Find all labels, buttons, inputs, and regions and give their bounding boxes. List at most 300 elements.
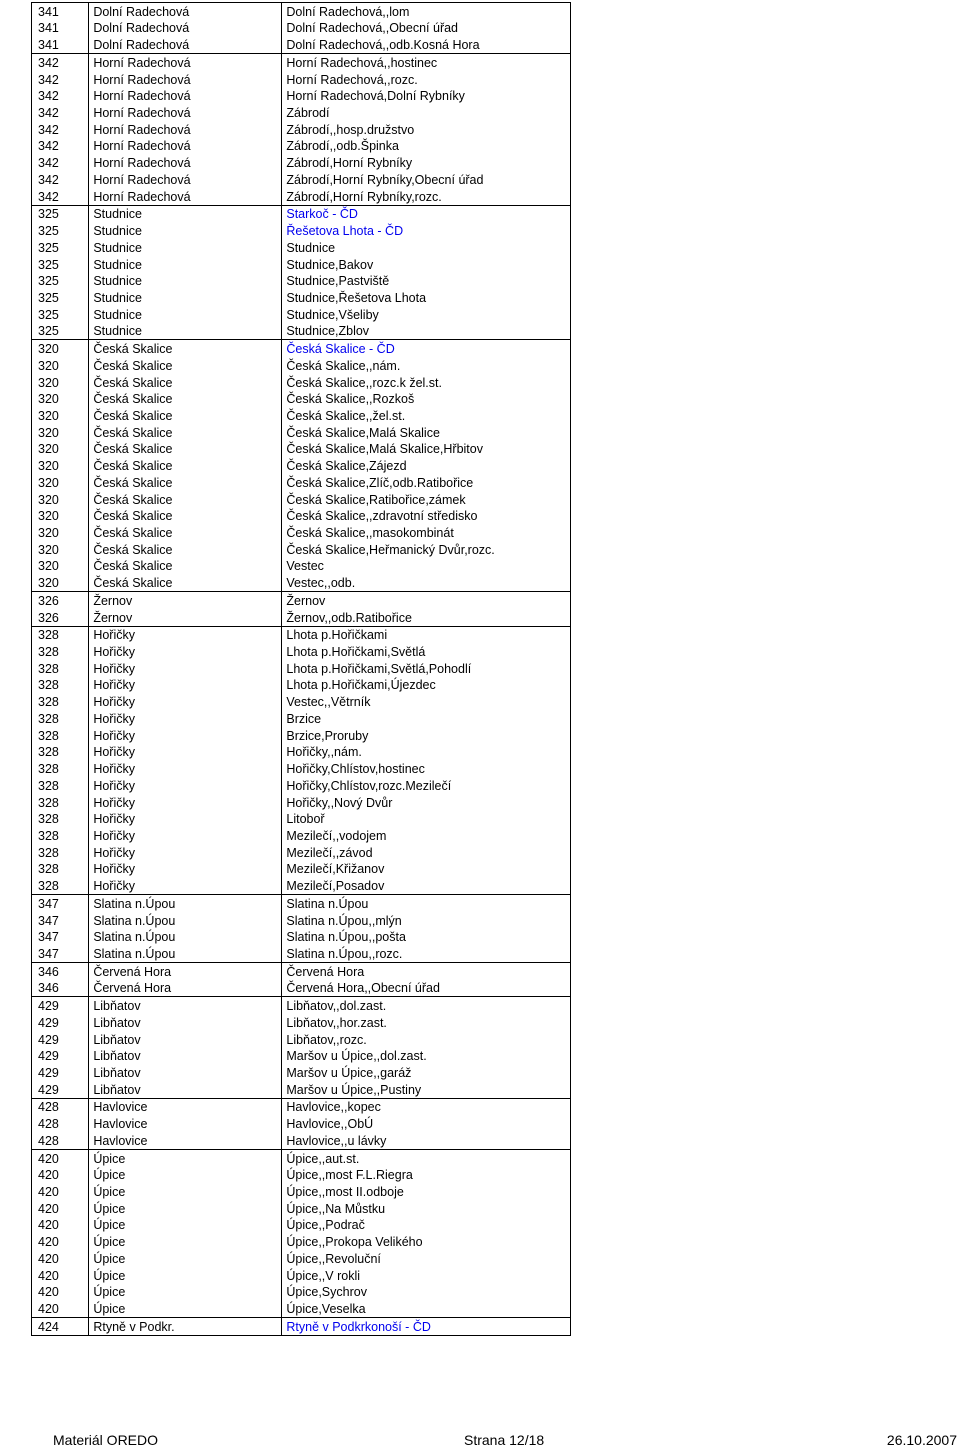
line-number-cell: 428 bbox=[32, 1115, 89, 1132]
table-row bbox=[32, 121, 571, 138]
stop-name-cell: Zábrodí,,hosp.družstvo bbox=[282, 121, 571, 138]
stop-name-cell: Hořičky,Chlístov,hostinec bbox=[282, 760, 571, 777]
table-row bbox=[32, 457, 571, 474]
municipality-cell: Česká Skalice bbox=[89, 391, 282, 408]
stop-name-cell: Zábrodí,Horní Rybníky bbox=[282, 154, 571, 171]
table-row bbox=[32, 188, 571, 205]
municipality-cell: Česká Skalice bbox=[89, 357, 282, 374]
stop-name-cell: Česká Skalice,,Rozkoš bbox=[282, 391, 571, 408]
line-number-cell: 347 bbox=[32, 929, 89, 946]
line-number-cell: 328 bbox=[32, 727, 89, 744]
stop-name-cell: Havlovice,,ObÚ bbox=[282, 1115, 571, 1132]
municipality-cell: Libňatov bbox=[89, 1064, 282, 1081]
table-row bbox=[32, 660, 571, 677]
table-row bbox=[32, 811, 571, 828]
stop-name-cell: Úpice,,V rokli bbox=[282, 1267, 571, 1284]
table-row bbox=[32, 827, 571, 844]
table-row bbox=[32, 541, 571, 558]
table-row bbox=[32, 3, 571, 20]
municipality-cell: Žernov bbox=[89, 592, 282, 609]
line-number-cell: 420 bbox=[32, 1284, 89, 1301]
line-number-cell: 420 bbox=[32, 1200, 89, 1217]
stop-name-cell: Libňatov,,hor.zast. bbox=[282, 1014, 571, 1031]
line-number-cell: 325 bbox=[32, 273, 89, 290]
table-row bbox=[32, 1031, 571, 1048]
municipality-cell: Hořičky bbox=[89, 677, 282, 694]
table-row bbox=[32, 1115, 571, 1132]
line-number-cell: 325 bbox=[32, 289, 89, 306]
stop-name-cell: Havlovice,,u lávky bbox=[282, 1132, 571, 1149]
stop-name-cell: Studnice,Zblov bbox=[282, 323, 571, 340]
line-number-cell: 347 bbox=[32, 895, 89, 912]
stop-name-cell: Rtyně v Podkrkonoší - ČD bbox=[282, 1318, 571, 1336]
line-number-cell: 328 bbox=[32, 827, 89, 844]
municipality-cell: Libňatov bbox=[89, 1014, 282, 1031]
line-number-cell: 346 bbox=[32, 962, 89, 979]
stop-name-cell: Mezilečí,Křižanov bbox=[282, 861, 571, 878]
stop-name-cell: Slatina n.Úpou,,mlýn bbox=[282, 912, 571, 929]
municipality-cell: Havlovice bbox=[89, 1132, 282, 1149]
stop-name-cell: Česká Skalice,,rozc.k žel.st. bbox=[282, 374, 571, 391]
municipality-cell: Studnice bbox=[89, 205, 282, 222]
table-row bbox=[32, 1300, 571, 1317]
municipality-cell: Horní Radechová bbox=[89, 121, 282, 138]
municipality-cell: Červená Hora bbox=[89, 980, 282, 997]
table-row bbox=[32, 861, 571, 878]
stop-name-cell: Slatina n.Úpou,,pošta bbox=[282, 929, 571, 946]
municipality-cell: Hořičky bbox=[89, 794, 282, 811]
stop-name-cell: Zábrodí,,odb.Špinka bbox=[282, 138, 571, 155]
line-number-cell: 328 bbox=[32, 777, 89, 794]
stops-table bbox=[31, 2, 571, 1336]
line-number-cell: 328 bbox=[32, 660, 89, 677]
municipality-cell: Dolní Radechová bbox=[89, 36, 282, 53]
municipality-cell: Hořičky bbox=[89, 760, 282, 777]
line-number-cell: 342 bbox=[32, 121, 89, 138]
municipality-cell: Úpice bbox=[89, 1183, 282, 1200]
stop-name-cell: Úpice,,Revoluční bbox=[282, 1250, 571, 1267]
line-number-cell: 326 bbox=[32, 609, 89, 626]
table-row bbox=[32, 256, 571, 273]
line-number-cell: 342 bbox=[32, 154, 89, 171]
table-row bbox=[32, 643, 571, 660]
municipality-cell: Česká Skalice bbox=[89, 441, 282, 458]
stop-name-cell: Úpice,,most II.odboje bbox=[282, 1183, 571, 1200]
footer-source: Materiál OREDO bbox=[53, 1432, 159, 1448]
table-row bbox=[32, 222, 571, 239]
table-row bbox=[32, 710, 571, 727]
municipality-cell: Česká Skalice bbox=[89, 508, 282, 525]
stop-name-cell: Úpice,Veselka bbox=[282, 1300, 571, 1317]
line-number-cell: 342 bbox=[32, 138, 89, 155]
table-row bbox=[32, 508, 571, 525]
line-number-cell: 341 bbox=[32, 3, 89, 20]
page-footer bbox=[0, 1432, 960, 1448]
stop-name-cell: Horní Radechová,,hostinec bbox=[282, 54, 571, 71]
stop-name-cell: Úpice,,most F.L.Riegra bbox=[282, 1167, 571, 1184]
stop-name-cell: Dolní Radechová,,odb.Kosná Hora bbox=[282, 36, 571, 53]
municipality-cell: Česká Skalice bbox=[89, 457, 282, 474]
table-row bbox=[32, 104, 571, 121]
municipality-cell: Česká Skalice bbox=[89, 541, 282, 558]
table-row bbox=[32, 323, 571, 340]
municipality-cell: Studnice bbox=[89, 239, 282, 256]
table-row bbox=[32, 154, 571, 171]
line-number-cell: 320 bbox=[32, 508, 89, 525]
municipality-cell: Slatina n.Úpou bbox=[89, 912, 282, 929]
table-row bbox=[32, 424, 571, 441]
line-number-cell: 320 bbox=[32, 441, 89, 458]
table-row bbox=[32, 1284, 571, 1301]
table-row bbox=[32, 205, 571, 222]
line-number-cell: 342 bbox=[32, 71, 89, 88]
municipality-cell: Hořičky bbox=[89, 861, 282, 878]
municipality-cell: Úpice bbox=[89, 1284, 282, 1301]
municipality-cell: Hořičky bbox=[89, 693, 282, 710]
stop-name-cell: Maršov u Úpice,,dol.zast. bbox=[282, 1048, 571, 1065]
stop-name-cell: Lhota p.Hořičkami,Světlá,Pohodlí bbox=[282, 660, 571, 677]
stop-name-cell: Česká Skalice,Malá Skalice,Hřbitov bbox=[282, 441, 571, 458]
table-row bbox=[32, 1250, 571, 1267]
stops-table-body bbox=[32, 3, 571, 1336]
line-number-cell: 328 bbox=[32, 710, 89, 727]
municipality-cell: Horní Radechová bbox=[89, 188, 282, 205]
line-number-cell: 342 bbox=[32, 54, 89, 71]
line-number-cell: 328 bbox=[32, 677, 89, 694]
municipality-cell: Hořičky bbox=[89, 727, 282, 744]
line-number-cell: 320 bbox=[32, 357, 89, 374]
stop-name-cell: Studnice,Všeliby bbox=[282, 306, 571, 323]
table-row bbox=[32, 71, 571, 88]
stop-name-cell: Úpice,Sychrov bbox=[282, 1284, 571, 1301]
municipality-cell: Hořičky bbox=[89, 744, 282, 761]
line-number-cell: 429 bbox=[32, 1048, 89, 1065]
table-row bbox=[32, 491, 571, 508]
municipality-cell: Česká Skalice bbox=[89, 340, 282, 357]
stop-name-cell: Vestec,,Větrník bbox=[282, 693, 571, 710]
municipality-cell: Libňatov bbox=[89, 1048, 282, 1065]
line-number-cell: 328 bbox=[32, 861, 89, 878]
stop-name-cell: Zábrodí,Horní Rybníky,rozc. bbox=[282, 188, 571, 205]
stop-name-cell: Hořičky,,nám. bbox=[282, 744, 571, 761]
stop-name-cell: Řešetova Lhota - ČD bbox=[282, 222, 571, 239]
municipality-cell: Úpice bbox=[89, 1250, 282, 1267]
municipality-cell: Havlovice bbox=[89, 1115, 282, 1132]
municipality-cell: Úpice bbox=[89, 1300, 282, 1317]
municipality-cell: Dolní Radechová bbox=[89, 20, 282, 37]
stop-name-cell: Česká Skalice,,masokombinát bbox=[282, 524, 571, 541]
table-row bbox=[32, 1267, 571, 1284]
line-number-cell: 328 bbox=[32, 844, 89, 861]
municipality-cell: Hořičky bbox=[89, 710, 282, 727]
line-number-cell: 320 bbox=[32, 391, 89, 408]
line-number-cell: 420 bbox=[32, 1233, 89, 1250]
table-row bbox=[32, 289, 571, 306]
table-row bbox=[32, 374, 571, 391]
municipality-cell: Horní Radechová bbox=[89, 104, 282, 121]
municipality-cell: Hořičky bbox=[89, 877, 282, 894]
table-row bbox=[32, 1064, 571, 1081]
line-number-cell: 325 bbox=[32, 222, 89, 239]
table-row bbox=[32, 945, 571, 962]
municipality-cell: Libňatov bbox=[89, 1031, 282, 1048]
municipality-cell: Hořičky bbox=[89, 777, 282, 794]
stop-name-cell: Studnice,Řešetova Lhota bbox=[282, 289, 571, 306]
stop-name-cell: Vestec bbox=[282, 558, 571, 575]
stop-name-cell: Červená Hora,,Obecní úřad bbox=[282, 980, 571, 997]
municipality-cell: Úpice bbox=[89, 1233, 282, 1250]
line-number-cell: 325 bbox=[32, 306, 89, 323]
stop-name-cell: Vestec,,odb. bbox=[282, 574, 571, 591]
table-row bbox=[32, 441, 571, 458]
table-row bbox=[32, 626, 571, 643]
stop-name-cell: Brzice bbox=[282, 710, 571, 727]
line-number-cell: 420 bbox=[32, 1149, 89, 1166]
municipality-cell: Studnice bbox=[89, 273, 282, 290]
municipality-cell: Slatina n.Úpou bbox=[89, 895, 282, 912]
municipality-cell: Horní Radechová bbox=[89, 138, 282, 155]
stop-name-cell: Maršov u Úpice,,garáž bbox=[282, 1064, 571, 1081]
municipality-cell: Hořičky bbox=[89, 844, 282, 861]
table-row bbox=[32, 777, 571, 794]
municipality-cell: Hořičky bbox=[89, 660, 282, 677]
municipality-cell: Studnice bbox=[89, 256, 282, 273]
municipality-cell: Libňatov bbox=[89, 1081, 282, 1098]
municipality-cell: Studnice bbox=[89, 323, 282, 340]
line-number-cell: 341 bbox=[32, 36, 89, 53]
line-number-cell: 429 bbox=[32, 997, 89, 1014]
municipality-cell: Úpice bbox=[89, 1167, 282, 1184]
line-number-cell: 428 bbox=[32, 1132, 89, 1149]
stop-name-cell: Mezilečí,Posadov bbox=[282, 877, 571, 894]
table-row bbox=[32, 1183, 571, 1200]
municipality-cell: Hořičky bbox=[89, 626, 282, 643]
stop-name-cell: Lhota p.Hořičkami,Světlá bbox=[282, 643, 571, 660]
line-number-cell: 420 bbox=[32, 1250, 89, 1267]
line-number-cell: 325 bbox=[32, 239, 89, 256]
line-number-cell: 326 bbox=[32, 592, 89, 609]
line-number-cell: 429 bbox=[32, 1064, 89, 1081]
table-row bbox=[32, 138, 571, 155]
municipality-cell: Červená Hora bbox=[89, 962, 282, 979]
municipality-cell: Horní Radechová bbox=[89, 88, 282, 105]
table-row bbox=[32, 1014, 571, 1031]
stop-name-cell: Slatina n.Úpou bbox=[282, 895, 571, 912]
table-row bbox=[32, 88, 571, 105]
stop-name-cell: Úpice,,Prokopa Velikého bbox=[282, 1233, 571, 1250]
stop-name-cell: Česká Skalice,,žel.st. bbox=[282, 407, 571, 424]
stop-name-cell: Studnice bbox=[282, 239, 571, 256]
municipality-cell: Studnice bbox=[89, 289, 282, 306]
stop-name-cell: Lhota p.Hořičkami,Újezdec bbox=[282, 677, 571, 694]
stop-name-cell: Hořičky,,Nový Dvůr bbox=[282, 794, 571, 811]
municipality-cell: Rtyně v Podkr. bbox=[89, 1318, 282, 1336]
table-row bbox=[32, 677, 571, 694]
municipality-cell: Hořičky bbox=[89, 643, 282, 660]
line-number-cell: 328 bbox=[32, 794, 89, 811]
stop-name-cell: Lhota p.Hořičkami bbox=[282, 626, 571, 643]
table-row bbox=[32, 306, 571, 323]
line-number-cell: 328 bbox=[32, 877, 89, 894]
table-row bbox=[32, 1318, 571, 1336]
municipality-cell: Česká Skalice bbox=[89, 574, 282, 591]
table-row bbox=[32, 273, 571, 290]
footer-page-number: Strana 12/18 bbox=[464, 1432, 545, 1448]
stop-name-cell: Studnice,Pastviště bbox=[282, 273, 571, 290]
municipality-cell: Úpice bbox=[89, 1200, 282, 1217]
municipality-cell: Česká Skalice bbox=[89, 474, 282, 491]
table-row bbox=[32, 1081, 571, 1098]
line-number-cell: 420 bbox=[32, 1300, 89, 1317]
municipality-cell: Úpice bbox=[89, 1217, 282, 1234]
stop-name-cell: Česká Skalice,,zdravotní středisko bbox=[282, 508, 571, 525]
line-number-cell: 342 bbox=[32, 188, 89, 205]
stop-name-cell: Starkoč - ČD bbox=[282, 205, 571, 222]
table-row bbox=[32, 727, 571, 744]
line-number-cell: 328 bbox=[32, 643, 89, 660]
municipality-cell: Studnice bbox=[89, 306, 282, 323]
line-number-cell: 320 bbox=[32, 374, 89, 391]
table-row bbox=[32, 574, 571, 591]
table-row bbox=[32, 340, 571, 357]
stop-name-cell: Zábrodí,Horní Rybníky,Obecní úřad bbox=[282, 171, 571, 188]
stop-name-cell: Studnice,Bakov bbox=[282, 256, 571, 273]
line-number-cell: 424 bbox=[32, 1318, 89, 1336]
line-number-cell: 325 bbox=[32, 205, 89, 222]
stop-name-cell: Česká Skalice,Heřmanický Dvůr,rozc. bbox=[282, 541, 571, 558]
stop-name-cell: Česká Skalice,Zájezd bbox=[282, 457, 571, 474]
table-row bbox=[32, 1167, 571, 1184]
table-row bbox=[32, 239, 571, 256]
table-row bbox=[32, 1098, 571, 1115]
table-row bbox=[32, 1132, 571, 1149]
stop-name-cell: Česká Skalice,Zlíč,odb.Ratibořice bbox=[282, 474, 571, 491]
stop-name-cell: Úpice,,Podrač bbox=[282, 1217, 571, 1234]
stop-name-cell: Dolní Radechová,,lom bbox=[282, 3, 571, 20]
stop-name-cell: Brzice,Proruby bbox=[282, 727, 571, 744]
line-number-cell: 325 bbox=[32, 256, 89, 273]
stop-name-cell: Havlovice,,kopec bbox=[282, 1098, 571, 1115]
stop-name-cell: Úpice,,aut.st. bbox=[282, 1149, 571, 1166]
table-row bbox=[32, 844, 571, 861]
municipality-cell: Studnice bbox=[89, 222, 282, 239]
line-number-cell: 320 bbox=[32, 424, 89, 441]
line-number-cell: 320 bbox=[32, 340, 89, 357]
stop-name-cell: Dolní Radechová,,Obecní úřad bbox=[282, 20, 571, 37]
table-row bbox=[32, 744, 571, 761]
municipality-cell: Česká Skalice bbox=[89, 491, 282, 508]
line-number-cell: 420 bbox=[32, 1167, 89, 1184]
line-number-cell: 320 bbox=[32, 491, 89, 508]
table-row bbox=[32, 36, 571, 53]
line-number-cell: 320 bbox=[32, 574, 89, 591]
table-row bbox=[32, 877, 571, 894]
table-row bbox=[32, 693, 571, 710]
table-row bbox=[32, 1217, 571, 1234]
line-number-cell: 320 bbox=[32, 524, 89, 541]
line-number-cell: 341 bbox=[32, 20, 89, 37]
table-row bbox=[32, 171, 571, 188]
municipality-cell: Slatina n.Úpou bbox=[89, 929, 282, 946]
municipality-cell: Slatina n.Úpou bbox=[89, 945, 282, 962]
municipality-cell: Havlovice bbox=[89, 1098, 282, 1115]
stop-name-cell: Žernov bbox=[282, 592, 571, 609]
municipality-cell: Úpice bbox=[89, 1267, 282, 1284]
table-row bbox=[32, 558, 571, 575]
municipality-cell: Hořičky bbox=[89, 811, 282, 828]
table-row bbox=[32, 997, 571, 1014]
line-number-cell: 325 bbox=[32, 323, 89, 340]
stop-name-cell: Litoboř bbox=[282, 811, 571, 828]
municipality-cell: Dolní Radechová bbox=[89, 3, 282, 20]
line-number-cell: 328 bbox=[32, 811, 89, 828]
table-row bbox=[32, 929, 571, 946]
stop-name-cell: Zábrodí bbox=[282, 104, 571, 121]
table-row bbox=[32, 592, 571, 609]
table-row bbox=[32, 912, 571, 929]
municipality-cell: Horní Radechová bbox=[89, 54, 282, 71]
stop-name-cell: Žernov,,odb.Ratibořice bbox=[282, 609, 571, 626]
line-number-cell: 342 bbox=[32, 104, 89, 121]
line-number-cell: 342 bbox=[32, 171, 89, 188]
line-number-cell: 320 bbox=[32, 474, 89, 491]
municipality-cell: Horní Radechová bbox=[89, 171, 282, 188]
stop-name-cell: Libňatov,,rozc. bbox=[282, 1031, 571, 1048]
table-row bbox=[32, 609, 571, 626]
table-row bbox=[32, 1048, 571, 1065]
line-number-cell: 420 bbox=[32, 1183, 89, 1200]
table-row bbox=[32, 1149, 571, 1166]
municipality-cell: Libňatov bbox=[89, 997, 282, 1014]
table-row bbox=[32, 20, 571, 37]
table-row bbox=[32, 357, 571, 374]
line-number-cell: 320 bbox=[32, 407, 89, 424]
stop-name-cell: Česká Skalice,,nám. bbox=[282, 357, 571, 374]
table-row bbox=[32, 474, 571, 491]
line-number-cell: 347 bbox=[32, 912, 89, 929]
municipality-cell: Česká Skalice bbox=[89, 374, 282, 391]
table-row bbox=[32, 980, 571, 997]
stop-name-cell: Horní Radechová,,rozc. bbox=[282, 71, 571, 88]
line-number-cell: 420 bbox=[32, 1217, 89, 1234]
stop-name-cell: Slatina n.Úpou,,rozc. bbox=[282, 945, 571, 962]
table-row bbox=[32, 895, 571, 912]
municipality-cell: Hořičky bbox=[89, 827, 282, 844]
line-number-cell: 428 bbox=[32, 1098, 89, 1115]
table-row bbox=[32, 407, 571, 424]
line-number-cell: 320 bbox=[32, 541, 89, 558]
line-number-cell: 320 bbox=[32, 558, 89, 575]
table-row bbox=[32, 1233, 571, 1250]
line-number-cell: 328 bbox=[32, 760, 89, 777]
line-number-cell: 346 bbox=[32, 980, 89, 997]
line-number-cell: 328 bbox=[32, 626, 89, 643]
municipality-cell: Úpice bbox=[89, 1149, 282, 1166]
table-row bbox=[32, 391, 571, 408]
table-row bbox=[32, 1200, 571, 1217]
stop-name-cell: Česká Skalice,Malá Skalice bbox=[282, 424, 571, 441]
line-number-cell: 347 bbox=[32, 945, 89, 962]
line-number-cell: 342 bbox=[32, 88, 89, 105]
stop-name-cell: Úpice,,Na Můstku bbox=[282, 1200, 571, 1217]
municipality-cell: Horní Radechová bbox=[89, 71, 282, 88]
stop-name-cell: Česká Skalice,Ratibořice,zámek bbox=[282, 491, 571, 508]
line-number-cell: 420 bbox=[32, 1267, 89, 1284]
stop-name-cell: Mezilečí,,vodojem bbox=[282, 827, 571, 844]
line-number-cell: 328 bbox=[32, 693, 89, 710]
line-number-cell: 429 bbox=[32, 1014, 89, 1031]
line-number-cell: 429 bbox=[32, 1031, 89, 1048]
